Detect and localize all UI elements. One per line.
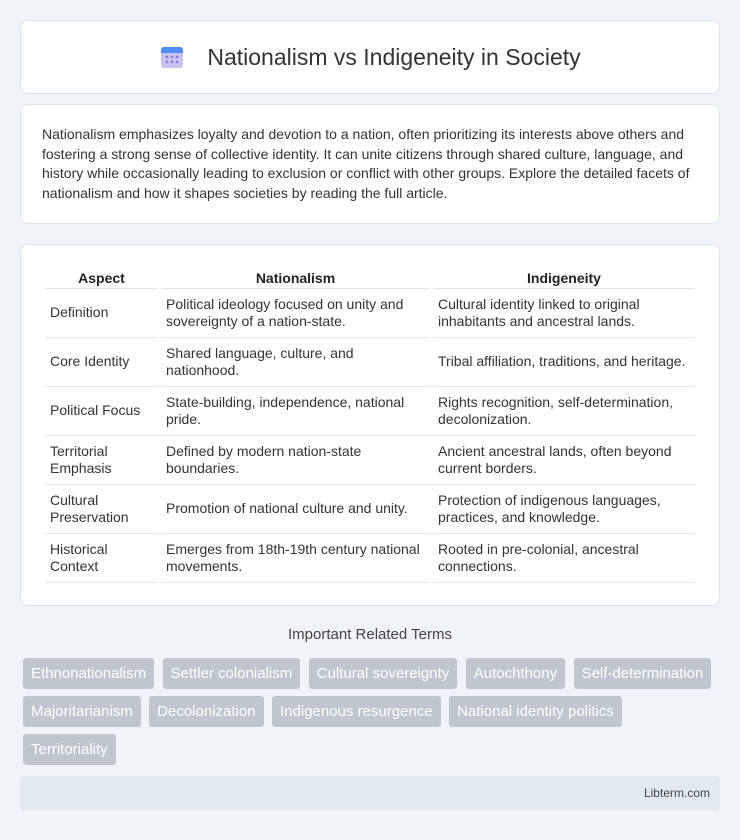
header-card bbox=[20, 20, 720, 94]
nationalism-cell: Emerges from 18th-19th century national movements. bbox=[161, 534, 430, 583]
related-term-tag[interactable]: Indigenous resurgence bbox=[272, 696, 441, 727]
related-term-tag[interactable]: Cultural sovereignty bbox=[309, 658, 458, 689]
table-header-row bbox=[45, 266, 695, 289]
intro-card bbox=[20, 104, 720, 224]
indigeneity-cell: Protection of indigenous languages, practices, and knowledge. bbox=[433, 485, 695, 534]
table-row bbox=[45, 387, 695, 436]
nationalism-cell: State-building, independence, national pride. bbox=[161, 387, 430, 436]
related-term-tag[interactable]: Decolonization bbox=[149, 696, 263, 727]
related-terms-title: Important Related Terms bbox=[288, 626, 452, 643]
header-nationalism: Nationalism bbox=[161, 266, 430, 289]
header-indigeneity: Indigeneity bbox=[433, 266, 695, 289]
table-row bbox=[45, 534, 695, 583]
indigeneity-cell: Tribal affiliation, traditions, and heritage. bbox=[433, 338, 695, 387]
page-title: Nationalism vs Indigeneity in Society bbox=[207, 43, 581, 70]
nationalism-cell: Shared language, culture, and nationhood. bbox=[161, 338, 430, 387]
calendar-icon bbox=[159, 44, 185, 70]
indigeneity-cell: Rights recognition, self-determination, decolonization. bbox=[433, 387, 695, 436]
related-term-tag[interactable]: Ethnonationalism bbox=[23, 658, 154, 689]
footer-site-link[interactable]: Libterm.com bbox=[643, 786, 710, 800]
comparison-table bbox=[42, 266, 698, 583]
aspect-cell: Territorial Emphasis bbox=[45, 436, 158, 485]
related-term-tag[interactable]: Self-determination bbox=[574, 658, 712, 689]
nationalism-cell: Promotion of national culture and unity. bbox=[161, 485, 430, 534]
related-terms-list bbox=[23, 658, 723, 772]
nationalism-cell: Political ideology focused on unity and sovereignty of a nation-state. bbox=[161, 289, 430, 338]
related-term-tag[interactable]: Autochthony bbox=[466, 658, 565, 689]
header-aspect: Aspect bbox=[45, 266, 158, 289]
aspect-cell: Historical Context bbox=[45, 534, 158, 583]
table-row bbox=[45, 485, 695, 534]
table-row bbox=[45, 436, 695, 485]
aspect-cell: Political Focus bbox=[45, 387, 158, 436]
aspect-cell: Definition bbox=[45, 289, 158, 338]
related-term-tag[interactable]: National identity politics bbox=[449, 696, 622, 727]
nationalism-cell: Defined by modern nation-state boundaries. bbox=[161, 436, 430, 485]
related-term-tag[interactable]: Majoritarianism bbox=[23, 696, 141, 727]
table-row bbox=[45, 338, 695, 387]
comparison-table-card bbox=[20, 244, 720, 606]
intro-text: Nationalism emphasizes loyalty and devotion to a nation, often prioritizing its interests above others and fostering a strong sense of collective identity. It can unite citizens through shared culture, language, and history while occasionally leading to exclusion or conflict with other groups. Explore the detailed facets of nationalism and how it shapes societies by reading the full article. bbox=[42, 126, 690, 201]
aspect-cell: Core Identity bbox=[45, 338, 158, 387]
footer bbox=[20, 776, 720, 810]
table-row bbox=[45, 289, 695, 338]
aspect-cell: Cultural Preservation bbox=[45, 485, 158, 534]
indigeneity-cell: Cultural identity linked to original inhabitants and ancestral lands. bbox=[433, 289, 695, 338]
related-term-tag[interactable]: Territoriality bbox=[23, 734, 116, 765]
related-term-tag[interactable]: Settler colonialism bbox=[163, 658, 301, 689]
indigeneity-cell: Rooted in pre-colonial, ancestral connections. bbox=[433, 534, 695, 583]
indigeneity-cell: Ancient ancestral lands, often beyond current borders. bbox=[433, 436, 695, 485]
